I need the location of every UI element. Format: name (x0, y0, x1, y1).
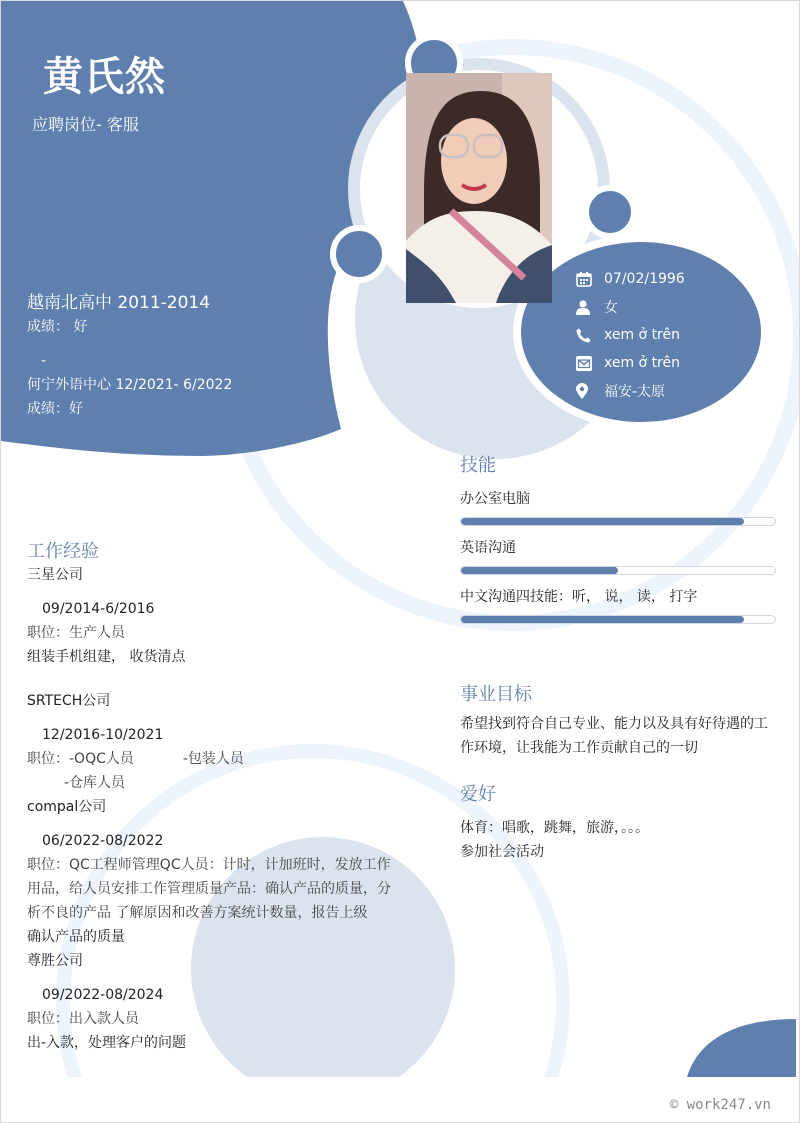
education-school-2: 何宁外语中心 12/2021- 6/2022 (27, 377, 233, 393)
education-grade-2: 成绩：好 (27, 401, 83, 417)
skill-bar (460, 615, 776, 624)
job-date: 09/2022-08/2024 (42, 987, 164, 1003)
skill-bar-fill (461, 518, 744, 525)
contact-gender (576, 293, 766, 321)
address-value: 福安-太原 (604, 384, 666, 400)
candidate-name: 黄氏然 (43, 54, 166, 100)
work-experience-title: 工作经验 (27, 541, 99, 562)
job-role: 职位：QC工程师管理QC人员：计时，计加班时，发放工作用品，给人员安排工作管理质量产品：确认产品的质量，分析不良的产品 了解原因和改善方案统计数量，报告上级 (27, 857, 391, 921)
hobby-title: 爱好 (460, 784, 496, 805)
email-value: xem ở trên (604, 355, 680, 371)
contact-address (576, 377, 766, 405)
contact-info (576, 265, 766, 405)
envelope-icon (576, 356, 604, 371)
person-icon (576, 300, 604, 315)
hobby-section (460, 780, 780, 864)
skill-bar-fill (461, 616, 744, 623)
contact-email (576, 349, 766, 377)
applied-position: 应聘岗位- 客服 (32, 115, 139, 134)
calendar-icon (576, 271, 604, 287)
job-duty: 确认产品的质量 (27, 929, 125, 945)
job-company: SRTECH公司 (27, 693, 111, 709)
education-dash: - (41, 353, 47, 369)
skills-title: 技能 (460, 455, 496, 476)
work-experience-section (27, 537, 407, 1055)
contact-phone (576, 321, 766, 349)
profile-photo (406, 73, 552, 303)
job-company: 三星公司 (27, 567, 83, 583)
education-school-1: 越南北高中 2011-2014 (27, 293, 211, 313)
job-role: 职位：出入款人员 (27, 1011, 139, 1027)
job-company: compal公司 (27, 799, 107, 815)
job-role: 职位：-OQC人员 -包装人员 (27, 751, 244, 767)
skills-section (460, 451, 776, 624)
skill-bar (460, 566, 776, 575)
skill-bar (460, 517, 776, 526)
birthday-value: 07/02/1996 (604, 271, 685, 287)
job-role-2: -仓库人员 (64, 775, 126, 791)
phone-icon (576, 328, 604, 343)
job-duty: 出-入款，处理客户的问题 (27, 1035, 187, 1051)
phone-value: xem ở trên (604, 327, 680, 343)
job-date: 09/2014-6/2016 (42, 601, 155, 617)
skill-bar-fill (461, 567, 618, 574)
education-grade-1: 成绩： 好 (27, 319, 88, 335)
skill-name: 中文沟通四技能：听， 说， 读， 打字 (460, 589, 698, 605)
career-goal-title: 事业目标 (460, 684, 532, 705)
career-goal-section (460, 680, 780, 760)
career-goal-text: 希望找到符合自己专业、能力以及具有好待遇的工作环境，让我能为工作贡献自己的一切 (460, 716, 768, 756)
education-section (27, 291, 357, 421)
job-date: 06/2022-08/2022 (42, 833, 164, 849)
gender-value: 女 (604, 300, 618, 316)
skill-name: 英语沟通 (460, 540, 516, 556)
contact-birthday (576, 265, 766, 293)
job-role: 职位：生产人员 (27, 625, 125, 641)
job-duty: 组装手机组建， 收货清点 (27, 649, 186, 665)
job-company: 尊胜公司 (27, 953, 83, 969)
map-pin-icon (576, 383, 604, 399)
job-date: 12/2016-10/2021 (42, 727, 164, 743)
hobby-line-1: 体育：唱歌，跳舞，旅游，。。。 (460, 820, 649, 836)
hobby-line-2: 参加社会活动 (460, 844, 544, 860)
watermark[interactable]: © work247.vn (669, 1097, 771, 1113)
skill-name: 办公室电脑 (460, 491, 530, 507)
